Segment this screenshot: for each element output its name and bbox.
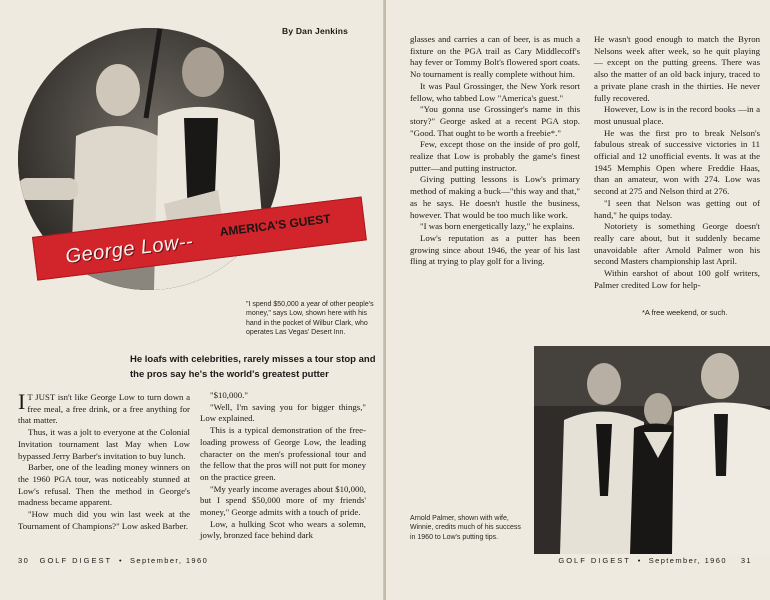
publication-name: GOLF DIGEST [558,556,631,565]
paragraph: Giving putting lessons is Low's primary method of making a buck—"this way and that," as he says. He doesn't hustle the business, however. That would be too much like work. [410,174,580,220]
paragraph: Barber, one of the leading money winners on the 1960 PGA tour, was noticeably stunned at Low's refusal. Then the method in George's madness became apparent. [18,462,190,508]
photo-caption: Arnold Palmer, shown with wife, Winnie, credits much of his success in 1960 to Low's putting tips. [410,515,521,541]
folio-separator: • [119,556,124,565]
right-folio [558,556,752,565]
paragraph: Few, except those on the inside of pro golf, realize that Low is probably the game's finest putter—and putting instructor. [410,139,580,173]
paragraph: "How much did you win last week at the Tournament of Champions?" Low asked Barber. [18,509,190,531]
issue-date: September, 1960 [648,556,727,565]
photo-palmer-and-wife [534,346,770,554]
paragraph: Within earshot of about 100 golf writers, Palmer credited Low for help- [594,268,760,290]
page-number: 31 [740,556,752,565]
paragraph: "I seen that Nelson was getting out of hand," he quips today. [594,197,760,220]
paragraph: This is a typical demonstration of the free-loading prowess of George Low, the leading character on the men's professional tour and the fellow that the pros will not putt for money on the practice green. [200,425,366,482]
page-number: 30 [18,556,30,565]
paragraph: "$10,000." [210,390,248,400]
publication-name: GOLF DIGEST [39,556,113,565]
right-column-2 [594,34,760,291]
byline: By Dan Jenkins [282,26,349,36]
issue-date: September, 1960 [130,556,209,565]
paragraph: He was the first pro to break Nelson's fabulous streak of successive victories in 11 official and 12 unofficial events. It was at the 1945 Memphis Open where Freddie Haas, than an amateur, won with 274. Low was second at 275 and Nelson third at 276. [594,127,760,197]
photo-caption: "I spend $50,000 a year of other people's money," says Low, shown here with his hand in the pocket of Wilbur Clark, who operates Las Vegas' Desert Inn. [246,301,374,337]
paragraph: "I was born energetically lazy," he explains. [420,221,575,232]
paragraph-text: T JUST isn't like George Low to turn down a free meal, a free drink, or a free anything for that matter. [18,392,190,426]
left-column-1 [18,389,190,532]
paragraph: "My yearly income averages about $10,000, but I spend $50,000 more of my friends' money," George admits with a touch of pride. [200,483,366,518]
left-page [0,0,384,600]
paragraph: Notoriety is something George doesn't really care about, but it suddenly became unavoidable after Arnold Palmer won his second Masters championship last April. [594,221,760,267]
paragraph: "Well, I'm saving you for bigger things," Low explained. [200,401,366,424]
folio-separator: • [637,556,642,565]
footnote: *A free weekend, or such. [642,308,728,317]
paragraph: Thus, it was a jolt to everyone at the Colonial Invitation tournament last May when Low bypassed Jerry Barber's invitation to buy lunch. [18,427,190,461]
paragraph [18,389,190,427]
paragraph: He wasn't good enough to match the Byron Nelsons week after week, so he quit playing — except on the putting greens. There was also the matter of an old back injury, traced to a private plane crash in the thirties. He never fully recovered. [594,34,760,103]
article-subtitle: AMERICA'S GUEST [218,211,332,240]
paragraph: glasses and carries a can of beer, is as much a fixture on the PGA trail as Cary Middlecoff's hay fever or Tommy Bolt's flowered sport coats. No tournament is really complete without him. [410,34,580,80]
paragraph: "You gonna use Grossinger's name in this story?" George asked at a recent PGA stop. "Good. That ought to be worth a freebie*." [410,104,580,138]
dropcap: I [18,389,26,414]
article-deck: He loafs with celebrities, rarely misses a tour stop and the pros say he's the world's greatest putter [130,354,376,380]
paragraph: However, Low is in the record books —in a most unusual place. [594,104,760,126]
photo-illustration [534,346,770,554]
left-column-2 [200,390,366,542]
right-page [386,0,770,600]
right-column-1 [410,34,580,268]
paragraph: Low's reputation as a putter has been growing since about 1946, the year of his last fling at trying to play golf for a living. [410,232,580,267]
paragraph: Low, a hulking Scot who wears a solemn, jowly, bronzed face behind dark [200,518,366,541]
left-folio [18,556,208,565]
article-title: George Low-- [64,230,195,268]
paragraph: It was Paul Grossinger, the New York resort fellow, who tabbed Low "America's guest." [410,80,580,103]
